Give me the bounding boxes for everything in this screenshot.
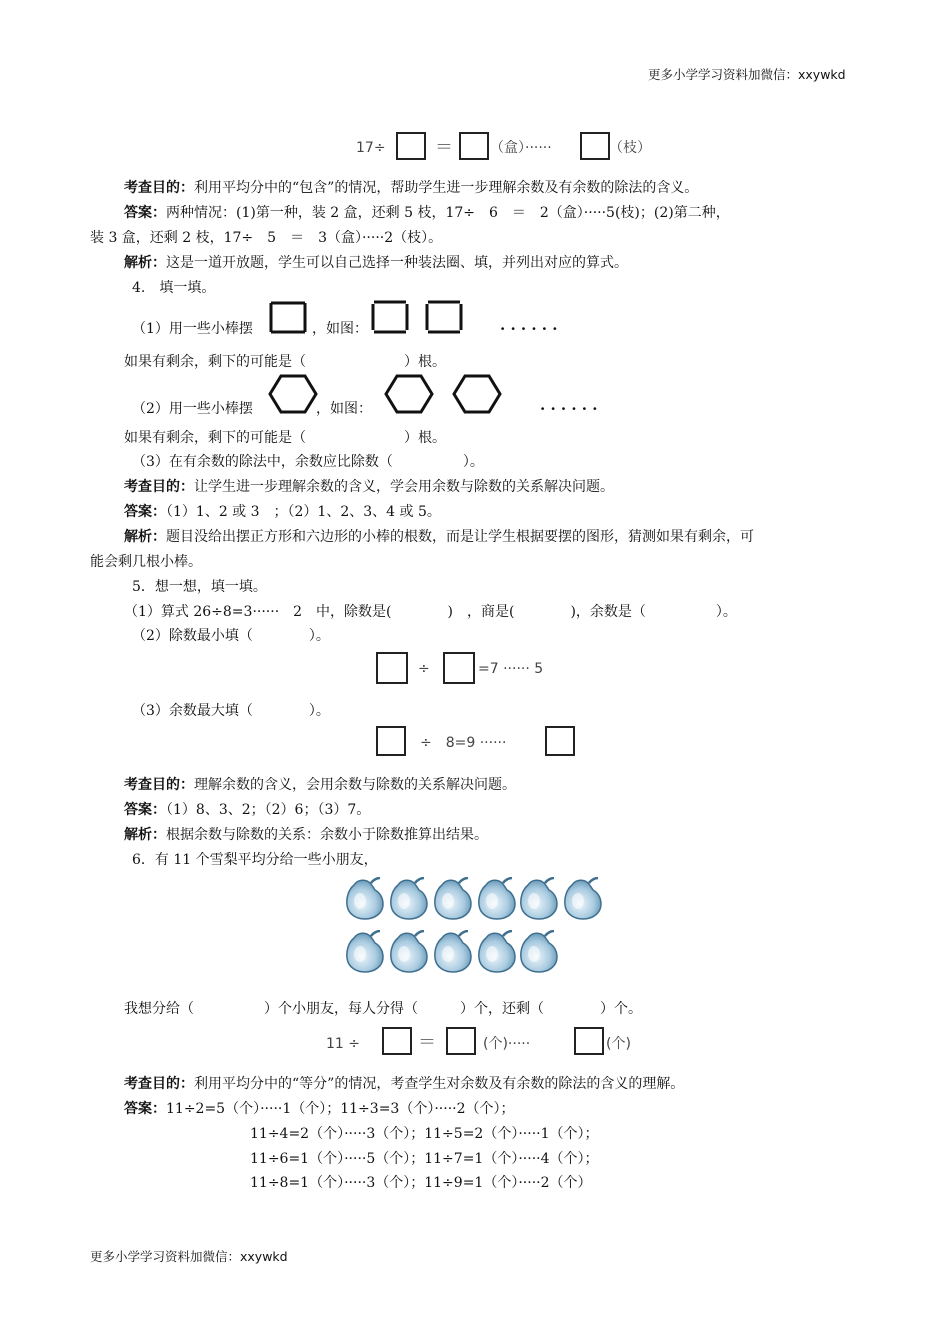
q5-part3: （3）余数最大填（ ）。 (132, 703, 330, 719)
q4-answer-text: （1）1、2 或 3 ；（2）1、2、3、4 或 5。 (166, 504, 441, 520)
q3-eq-unit-branch: （枝） (609, 140, 651, 156)
q5-part2: （2）除数最小填（ ）。 (132, 628, 330, 644)
q4-analysis-text1: 题目没给出摆正方形和六边形的小棒的根数，而是让学生根据要摆的图形，猜测如果有剩余，可 (166, 529, 754, 545)
q3-goal (124, 179, 698, 197)
q6-answer-box-3[interactable] (574, 1027, 604, 1055)
q5-analysis-text: 根据余数与除数的关系：余数小于除数推算出结果。 (166, 827, 488, 843)
q5-answer (124, 801, 370, 819)
q3-analysis-label: 解析： (124, 255, 166, 271)
pear-icon (518, 930, 560, 974)
q4-part2-dots: · · · · · · (540, 400, 598, 418)
square-stick-figure (268, 299, 308, 335)
q6-answer-label: 答案： (124, 1101, 166, 1117)
q5-eq1-box-divisor[interactable] (443, 652, 475, 684)
q4-part2-prefix: （2）用一些小棒摆 (132, 401, 253, 417)
q3-answer-box-3[interactable] (580, 132, 610, 160)
q3-analysis-text: 这是一道开放题，学生可以自己选择一种装法圈、填，并列出对应的算式。 (166, 255, 628, 271)
page-header: 更多小学学习资料加微信：xxywkd (648, 67, 846, 82)
q6-eq-unit-quotient: (个)····· (483, 1036, 531, 1052)
q4-part1-question: 如果有剩余，剩下的可能是（ ）根。 (124, 354, 446, 370)
q3-answer-line2: 装 3 盒，还剩 2 枝，17÷ 5 ＝ 3（盒）·····2（枝）。 (90, 230, 443, 246)
q3-eq-sign: ＝ (435, 137, 453, 158)
q3-answer-text1: 两种情况：(1)第一种，装 2 盒，还剩 5 枝，17÷ 6 ＝ 2（盒）·····5(枝)；(2)第二种， (166, 205, 730, 221)
q4-part1-example: ，如图： (312, 321, 368, 337)
pear-icon (388, 877, 430, 921)
q5-analysis-label: 解析： (124, 827, 166, 843)
hexagon-stick-figure (268, 373, 318, 415)
q6-goal-label: 考查目的： (124, 1076, 194, 1092)
q5-eq1-box-dividend[interactable] (376, 652, 408, 684)
q3-goal-label: 考查目的： (124, 180, 194, 196)
square-stick-example-2 (424, 299, 464, 335)
q4-part3: （3）在有余数的除法中，余数应比除数（ ）。 (132, 454, 484, 470)
q4-analysis-line2: 能会剩几根小棒。 (90, 554, 202, 570)
pear-icon (344, 930, 386, 974)
q3-answer-box-2[interactable] (459, 132, 489, 160)
q5-eq2-box-remainder[interactable] (545, 726, 575, 756)
q6-goal-text: 利用平均分中的“等分”的情况，考查学生对余数及有余数的除法的含义的理解。 (194, 1076, 685, 1092)
q6-answer-box-1[interactable] (382, 1027, 412, 1055)
q4-title: 4. 填一填。 (132, 280, 216, 296)
q6-answer-line1 (124, 1100, 515, 1118)
q4-goal-text: 让学生进一步理解余数的含义，学会用余数与除数的关系解决问题。 (194, 479, 614, 495)
q6-goal (124, 1075, 684, 1093)
q5-goal-text: 理解余数的含义，会用余数与除数的关系解决问题。 (194, 777, 516, 793)
q6-answer-box-2[interactable] (446, 1027, 476, 1055)
hexagon-stick-example-1 (384, 373, 434, 415)
q5-goal (124, 776, 516, 794)
q6-title: 6．有 11 个雪梨平均分给一些小朋友， (132, 852, 378, 868)
q6-answer-text1: 11÷2=5（个）·····1（个）；11÷3=3（个）·····2（个）； (166, 1101, 515, 1117)
pear-icon (432, 877, 474, 921)
q6-eq-unit-remainder: (个) (606, 1036, 631, 1052)
pear-icon (562, 877, 604, 921)
pear-icon (432, 930, 474, 974)
q4-analysis-line1 (124, 528, 754, 546)
pear-icon (388, 930, 430, 974)
q4-part2-question: 如果有剩余，剩下的可能是（ ）根。 (124, 430, 446, 446)
q5-answer-label: 答案： (124, 802, 166, 818)
q6-answer-line4: 11÷8=1（个）·····3（个）；11÷9=1（个）·····2（个） (250, 1175, 592, 1191)
pear-icon (476, 877, 518, 921)
q3-goal-text: 利用平均分中的“包含”的情况，帮助学生进一步理解余数及有余数的除法的含义。 (194, 180, 699, 196)
pear-icon (476, 930, 518, 974)
q6-eq-sign: ＝ (418, 1032, 436, 1053)
q5-eq1-rest: =7 ······ 5 (478, 661, 544, 677)
hexagon-stick-example-2 (452, 373, 502, 415)
q3-answer-line1 (124, 204, 730, 222)
page-footer: 更多小学学习资料加微信：xxywkd (90, 1249, 288, 1264)
pear-icon (518, 877, 560, 921)
square-stick-example-1 (370, 299, 410, 335)
q3-analysis (124, 254, 628, 272)
q4-analysis-label: 解析： (124, 529, 166, 545)
q5-analysis (124, 826, 488, 844)
q3-answer-label: 答案： (124, 205, 166, 221)
q6-fill: 我想分给（ ）个小朋友，每人分得（ ）个，还剩（ ）个。 (124, 1001, 642, 1017)
q5-title: 5．想一想，填一填。 (132, 579, 267, 595)
q5-eq2-box-dividend[interactable] (376, 726, 406, 756)
q4-part1-prefix: （1）用一些小棒摆 (132, 321, 253, 337)
q3-eq-unit-box: （盒）······ (490, 140, 552, 156)
q4-goal-label: 考查目的： (124, 479, 194, 495)
q5-answer-text: （1）8、3、2；（2）6；（3）7。 (166, 802, 371, 818)
q4-answer-label: 答案： (124, 504, 166, 520)
q6-answer-line2: 11÷4=2（个）·····3（个）；11÷5=2（个）·····1（个）； (250, 1126, 599, 1142)
q6-answer-line3: 11÷6=1（个）·····5（个）；11÷7=1（个）·····4（个）； (250, 1151, 599, 1167)
q3-eq-prefix: 17÷ (356, 140, 386, 156)
q3-answer-box-1[interactable] (396, 132, 426, 160)
q4-answer (124, 503, 441, 521)
q4-goal (124, 478, 614, 496)
q5-goal-label: 考查目的： (124, 777, 194, 793)
q4-part2-example: ，如图： (316, 401, 372, 417)
q5-eq1-div: ÷ (418, 661, 430, 677)
q5-part1: （1）算式 26÷8=3······ 2 中，除数是( ) ，商是( )，余数是（ ）。 (124, 604, 737, 620)
q5-eq2-rest: ÷ 8=9 ······ (420, 735, 507, 751)
pear-icon (344, 877, 386, 921)
q6-eq-prefix: 11 ÷ (326, 1036, 360, 1052)
q4-part1-dots: · · · · · · (500, 320, 558, 338)
